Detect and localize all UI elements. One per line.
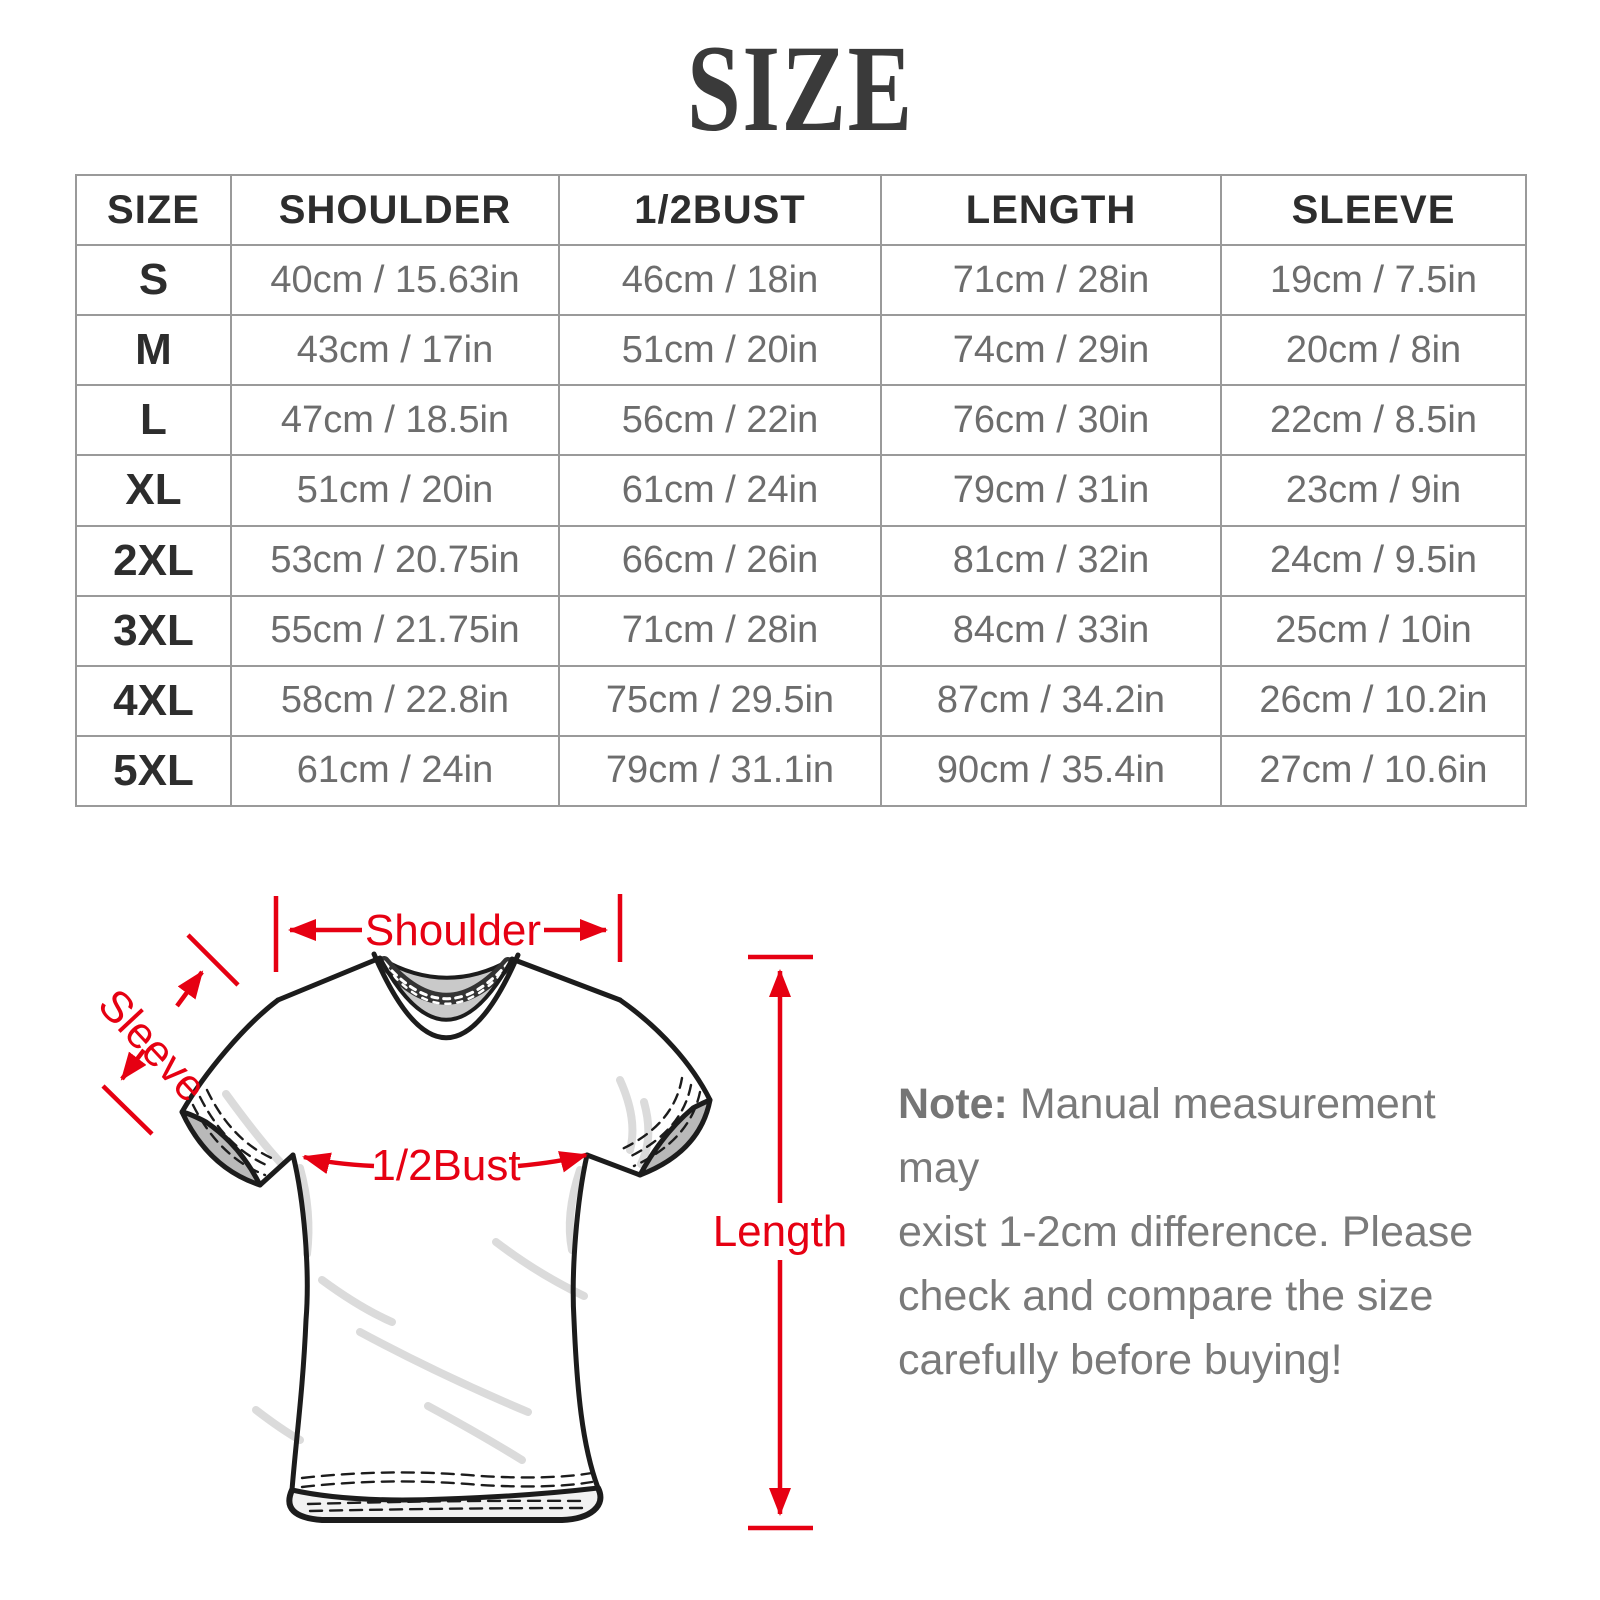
tshirt-diagram-svg xyxy=(60,850,860,1600)
row-size-label: 4XL xyxy=(76,666,231,736)
row-size-label: 2XL xyxy=(76,526,231,596)
cell-length: 79cm / 31in xyxy=(881,455,1221,525)
shirt-wrinkles xyxy=(226,1080,648,1460)
cell-bust: 66cm / 26in xyxy=(559,526,881,596)
row-size-label: 3XL xyxy=(76,596,231,666)
cell-length: 90cm / 35.4in xyxy=(881,736,1221,806)
note-line-3: check and compare the size xyxy=(898,1272,1434,1320)
size-table-body xyxy=(76,245,1526,806)
cell-shoulder: 58cm / 22.8in xyxy=(231,666,559,736)
cell-sleeve: 27cm / 10.6in xyxy=(1221,736,1526,806)
tshirt-diagram xyxy=(60,850,860,1600)
size-table-header xyxy=(76,175,1526,245)
cell-shoulder: 47cm / 18.5in xyxy=(231,385,559,455)
cell-sleeve: 19cm / 7.5in xyxy=(1221,245,1526,315)
cell-sleeve: 23cm / 9in xyxy=(1221,455,1526,525)
column-header-shoulder: SHOULDER xyxy=(231,175,559,245)
note-line-2: exist 1-2cm difference. Please xyxy=(898,1208,1474,1256)
cell-length: 84cm / 33in xyxy=(881,596,1221,666)
row-size-label: M xyxy=(76,315,231,385)
cell-bust: 61cm / 24in xyxy=(559,455,881,525)
shirt-collar xyxy=(374,954,518,1038)
note-text xyxy=(898,1072,1518,1392)
cell-length: 81cm / 32in xyxy=(881,526,1221,596)
cell-length: 87cm / 34.2in xyxy=(881,666,1221,736)
note-label: Note: xyxy=(898,1080,1008,1128)
size-table xyxy=(75,174,1527,807)
table-row xyxy=(76,596,1526,666)
table-row xyxy=(76,666,1526,736)
sleeve-label: Sleeve xyxy=(88,979,217,1112)
bust-label: 1/2Bust xyxy=(371,1141,521,1190)
row-size-label: S xyxy=(76,245,231,315)
column-header-bust: 1/2BUST xyxy=(559,175,881,245)
page-title: SIZE xyxy=(686,20,914,157)
cell-bust: 79cm / 31.1in xyxy=(559,736,881,806)
cell-shoulder: 55cm / 21.75in xyxy=(231,596,559,666)
column-header-size: SIZE xyxy=(76,175,231,245)
cell-shoulder: 51cm / 20in xyxy=(231,455,559,525)
column-header-sleeve: SLEEVE xyxy=(1221,175,1526,245)
cell-length: 76cm / 30in xyxy=(881,385,1221,455)
cell-length: 71cm / 28in xyxy=(881,245,1221,315)
row-size-label: 5XL xyxy=(76,736,231,806)
length-label: Length xyxy=(712,1207,848,1256)
table-row xyxy=(76,245,1526,315)
cell-sleeve: 22cm / 8.5in xyxy=(1221,385,1526,455)
cell-shoulder: 40cm / 15.63in xyxy=(231,245,559,315)
length-annotation xyxy=(713,957,848,1528)
cell-shoulder: 43cm / 17in xyxy=(231,315,559,385)
cell-bust: 56cm / 22in xyxy=(559,385,881,455)
cell-sleeve: 25cm / 10in xyxy=(1221,596,1526,666)
page-title-wrap xyxy=(0,20,1600,157)
column-header-length: LENGTH xyxy=(881,175,1221,245)
note-line-1: Note: Manual measurement may xyxy=(898,1080,1436,1192)
cell-bust: 71cm / 28in xyxy=(559,596,881,666)
cell-length: 74cm / 29in xyxy=(881,315,1221,385)
cell-shoulder: 53cm / 20.75in xyxy=(231,526,559,596)
row-size-label: L xyxy=(76,385,231,455)
table-row xyxy=(76,736,1526,806)
shoulder-annotation xyxy=(276,894,620,972)
shoulder-label: Shoulder xyxy=(364,906,542,955)
cell-sleeve: 24cm / 9.5in xyxy=(1221,526,1526,596)
cell-sleeve: 26cm / 10.2in xyxy=(1221,666,1526,736)
cell-bust: 75cm / 29.5in xyxy=(559,666,881,736)
note-line-4: carefully before buying! xyxy=(898,1336,1343,1384)
table-row xyxy=(76,455,1526,525)
table-row xyxy=(76,385,1526,455)
table-row xyxy=(76,526,1526,596)
cell-sleeve: 20cm / 8in xyxy=(1221,315,1526,385)
bust-annotation xyxy=(304,1141,586,1190)
shirt-body xyxy=(289,1155,600,1520)
row-size-label: XL xyxy=(76,455,231,525)
tshirt-drawing xyxy=(182,954,710,1520)
table-row xyxy=(76,315,1526,385)
cell-bust: 46cm / 18in xyxy=(559,245,881,315)
cell-shoulder: 61cm / 24in xyxy=(231,736,559,806)
cell-bust: 51cm / 20in xyxy=(559,315,881,385)
